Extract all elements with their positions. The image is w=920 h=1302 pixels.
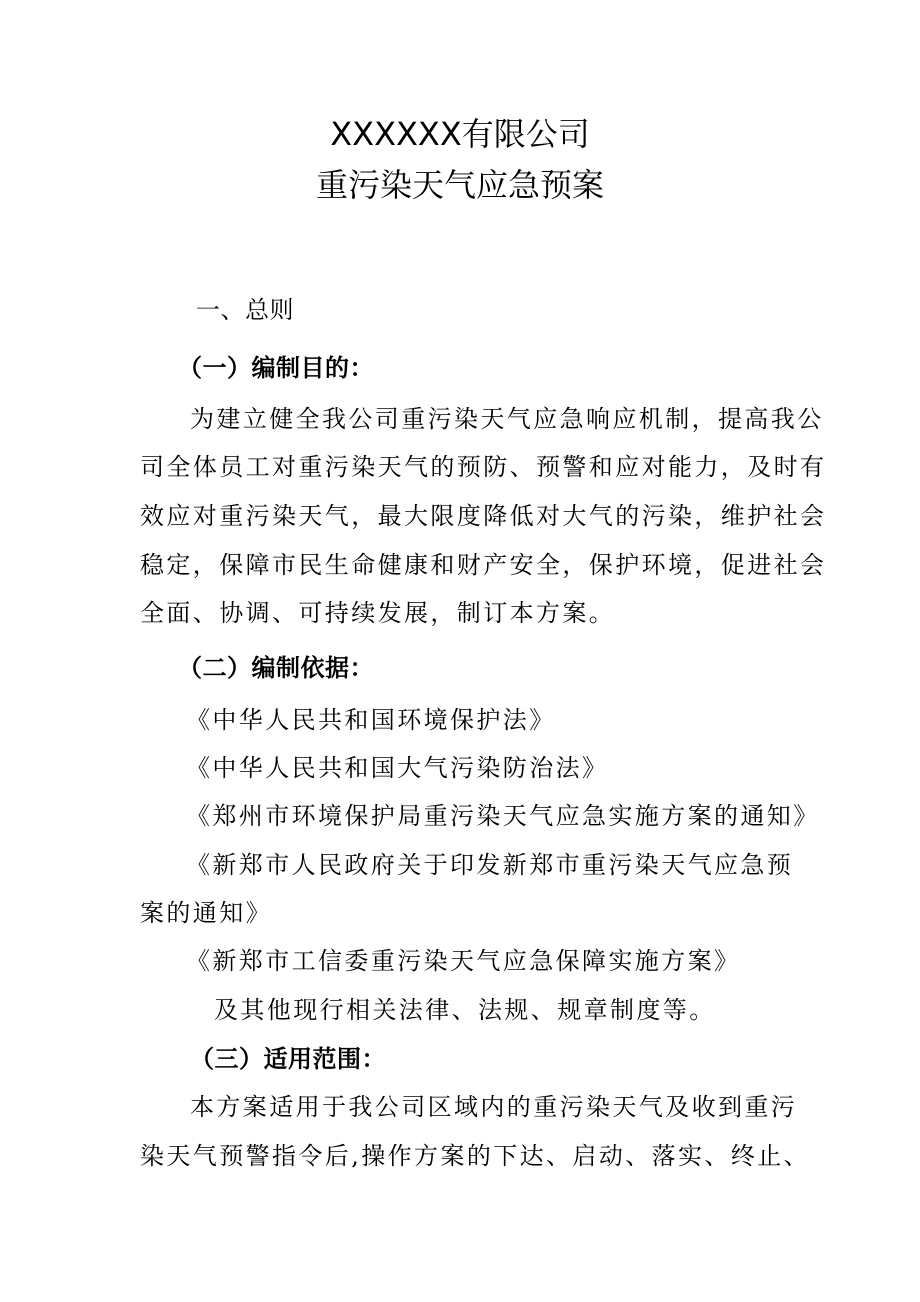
paragraph-line: 效应对重污染天气，最大限度降低对大气的污染，维护社会: [140, 502, 827, 530]
paragraph-line: 本方案适用于我公司区域内的重污染天气及收到重污: [190, 1093, 798, 1121]
subsection-heading-basis: （二）编制依据：: [178, 654, 374, 682]
paragraph-line: 全面、协调、可持续发展，制订本方案。: [140, 599, 616, 627]
document-title-company: XXXXXX有限公司: [330, 115, 590, 153]
paragraph-line: 司全体员工对重污染天气的预防、预警和应对能力，及时有: [140, 453, 827, 481]
basis-item-other: 及其他现行相关法律、法规、规章制度等。: [214, 996, 716, 1024]
basis-item-continued: 案的通知》: [140, 899, 272, 927]
basis-item: 《新郑市工信委重污染天气应急保障实施方案》: [186, 947, 741, 975]
section-heading-general: 一、总则: [196, 296, 294, 324]
paragraph-line: 为建立健全我公司重污染天气应急响应机制，提高我公: [190, 405, 824, 433]
basis-item: 《新郑市人民政府关于印发新郑市重污染天气应急预: [186, 851, 794, 879]
basis-item: 《中华人民共和国大气污染防治法》: [186, 754, 609, 782]
subsection-heading-purpose: （一）编制目的：: [178, 354, 374, 382]
basis-item: 《郑州市环境保护局重污染天气应急实施方案的通知》: [186, 802, 820, 830]
paragraph-line: 染天气预警指令后,操作方案的下达、启动、落实、终止、: [140, 1142, 811, 1170]
basis-item: 《中华人民共和国环境保护法》: [186, 706, 556, 734]
paragraph-line: 稳定，保障市民生命健康和财产安全，保护环境，促进社会: [140, 551, 827, 579]
subsection-heading-scope: （三）适用范围：: [190, 1045, 386, 1073]
document-title-plan: 重污染天气应急预案: [315, 166, 604, 204]
